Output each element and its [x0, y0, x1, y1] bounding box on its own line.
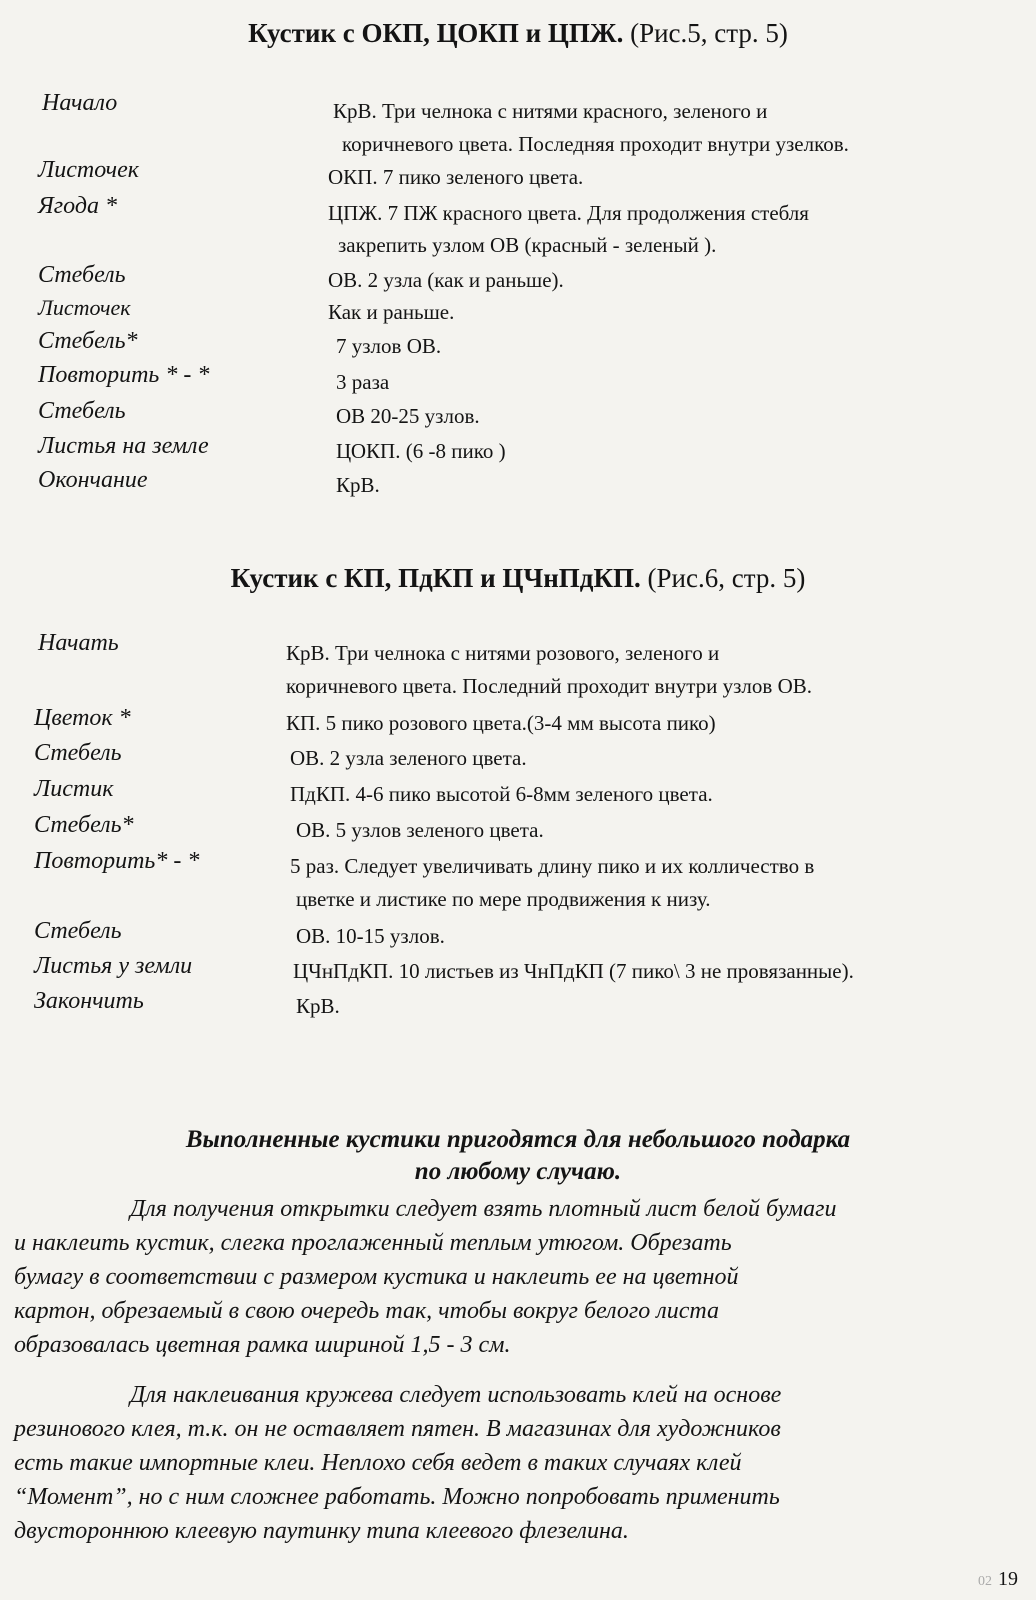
s1-value-6-0: 3 раза: [336, 370, 390, 394]
s2-value-8-0: КрВ.: [296, 994, 340, 1018]
paragraph2-line-4: двустороннюю клеевую паутинку типа клеевого флезелина.: [14, 1518, 629, 1544]
s2-label-1: Цветок *: [34, 705, 131, 731]
section2-title: [0, 563, 1036, 594]
s1-value-0-0: КрВ. Три челнока с нитями красного, зеленого и: [333, 99, 768, 123]
paragraph1-line-0: Для получения открытки следует взять плотный лист белой бумаги: [130, 1196, 837, 1222]
section2-title-ref: (Рис.6, стр. 5): [640, 563, 806, 593]
note-line-1: Выполненные кустики пригодятся для небольшого подарка: [185, 1126, 851, 1153]
s2-value-7-0: ЦЧнПдКП. 10 листьев из ЧнПдКП (7 пико\ 3 не провязанные).: [293, 959, 854, 983]
s2-value-6-0: ОВ. 10-15 узлов.: [296, 924, 445, 948]
s2-value-5-1: цветке и листике по мере продвижения к низу.: [296, 887, 711, 911]
page-number-faint: 02: [978, 1574, 992, 1589]
s1-value-2-0: ЦПЖ. 7 ПЖ красного цвета. Для продолжения стебля: [328, 201, 809, 225]
s1-label-4: Листочек: [38, 295, 131, 320]
paragraph1-line-4: образовалась цветная рамка шириной 1,5 - 3 см.: [14, 1332, 511, 1358]
paragraph1-line-2: бумагу в соответствии с размером кустика и наклеить ее на цветной: [14, 1264, 739, 1290]
s2-value-2-0: ОВ. 2 узла зеленого цвета.: [290, 746, 527, 770]
section1-title-ref: (Рис.5, стр. 5): [623, 18, 788, 48]
s2-value-4-0: ОВ. 5 узлов зеленого цвета.: [296, 818, 544, 842]
s2-value-0-1: коричневого цвета. Последний проходит внутри узлов ОВ.: [286, 674, 812, 698]
s2-label-0: Начать: [38, 630, 119, 656]
s2-value-3-0: ПдКП. 4-6 пико высотой 6-8мм зеленого цвета.: [290, 782, 713, 806]
paragraph2-line-0: Для наклеивания кружева следует использовать клей на основе: [130, 1382, 782, 1408]
s2-label-5: Повторить* - *: [34, 848, 200, 874]
s1-value-5-0: 7 узлов ОВ.: [336, 334, 442, 358]
s1-value-1-0: ОКП. 7 пико зеленого цвета.: [328, 165, 584, 189]
s1-label-2: Ягода *: [38, 193, 117, 219]
s1-label-1: Листочек: [38, 157, 139, 183]
paragraph2-line-2: есть такие импортные клеи. Неплохо себя ведет в таких случаях клей: [14, 1450, 742, 1476]
s2-value-0-0: КрВ. Три челнока с нитями розового, зеленого и: [286, 641, 720, 665]
s1-label-3: Стебель: [38, 262, 126, 288]
s1-label-8: Листья на земле: [38, 433, 209, 459]
s2-label-6: Стебель: [34, 918, 122, 944]
page-number: [978, 1568, 1018, 1591]
section2-title-bold: Кустик с КП, ПдКП и ЦЧнПдКП.: [230, 563, 641, 593]
paragraph1-line-3: картон, обрезаемый в свою очередь так, чтобы вокруг белого листа: [14, 1298, 719, 1324]
s1-label-5: Стебель*: [38, 328, 138, 354]
s2-label-2: Стебель: [34, 740, 122, 766]
note-line-2: по любому случаю.: [414, 1158, 622, 1185]
s1-value-7-0: ОВ 20-25 узлов.: [336, 404, 480, 428]
s1-value-3-0: ОВ. 2 узла (как и раньше).: [328, 268, 564, 292]
section1-title: [0, 18, 1036, 49]
s1-label-7: Стебель: [38, 398, 126, 424]
s1-label-0: Начало: [42, 90, 118, 116]
paragraph2-line-3: “Момент”, но с ним сложнее работать. Можно попробовать применить: [14, 1484, 780, 1510]
paragraph1-line-1: и наклеить кустик, слегка проглаженный теплым утюгом. Обрезать: [14, 1230, 732, 1256]
section1-title-bold: Кустик с ОКП, ЦОКП и ЦПЖ.: [248, 18, 624, 48]
paragraph2-line-1: резинового клея, т.к. он не оставляет пятен. В магазинах для художников: [14, 1416, 781, 1442]
s2-label-7: Листья у земли: [34, 953, 193, 979]
s1-value-4-0: Как и раньше.: [328, 300, 455, 324]
s1-value-8-0: ЦОКП. (6 -8 пико ): [336, 439, 506, 463]
s1-label-9: Окончание: [38, 467, 148, 493]
s2-value-1-0: КП. 5 пико розового цвета.(3-4 мм высота пико): [286, 711, 716, 735]
s1-value-2-1: закрепить узлом ОВ (красный - зеленый ).: [338, 233, 717, 257]
s2-value-5-0: 5 раз. Следует увеличивать длину пико и их колличество в: [290, 854, 815, 878]
page-number-value: 19: [998, 1568, 1018, 1590]
s2-label-8: Закончить: [34, 988, 144, 1014]
s2-label-3: Листик: [34, 776, 114, 802]
s1-label-6: Повторить * - *: [38, 362, 210, 388]
s1-value-9-0: КрВ.: [336, 473, 380, 497]
s1-value-0-1: коричневого цвета. Последняя проходит внутри узелков.: [342, 132, 849, 156]
s2-label-4: Стебель*: [34, 812, 134, 838]
